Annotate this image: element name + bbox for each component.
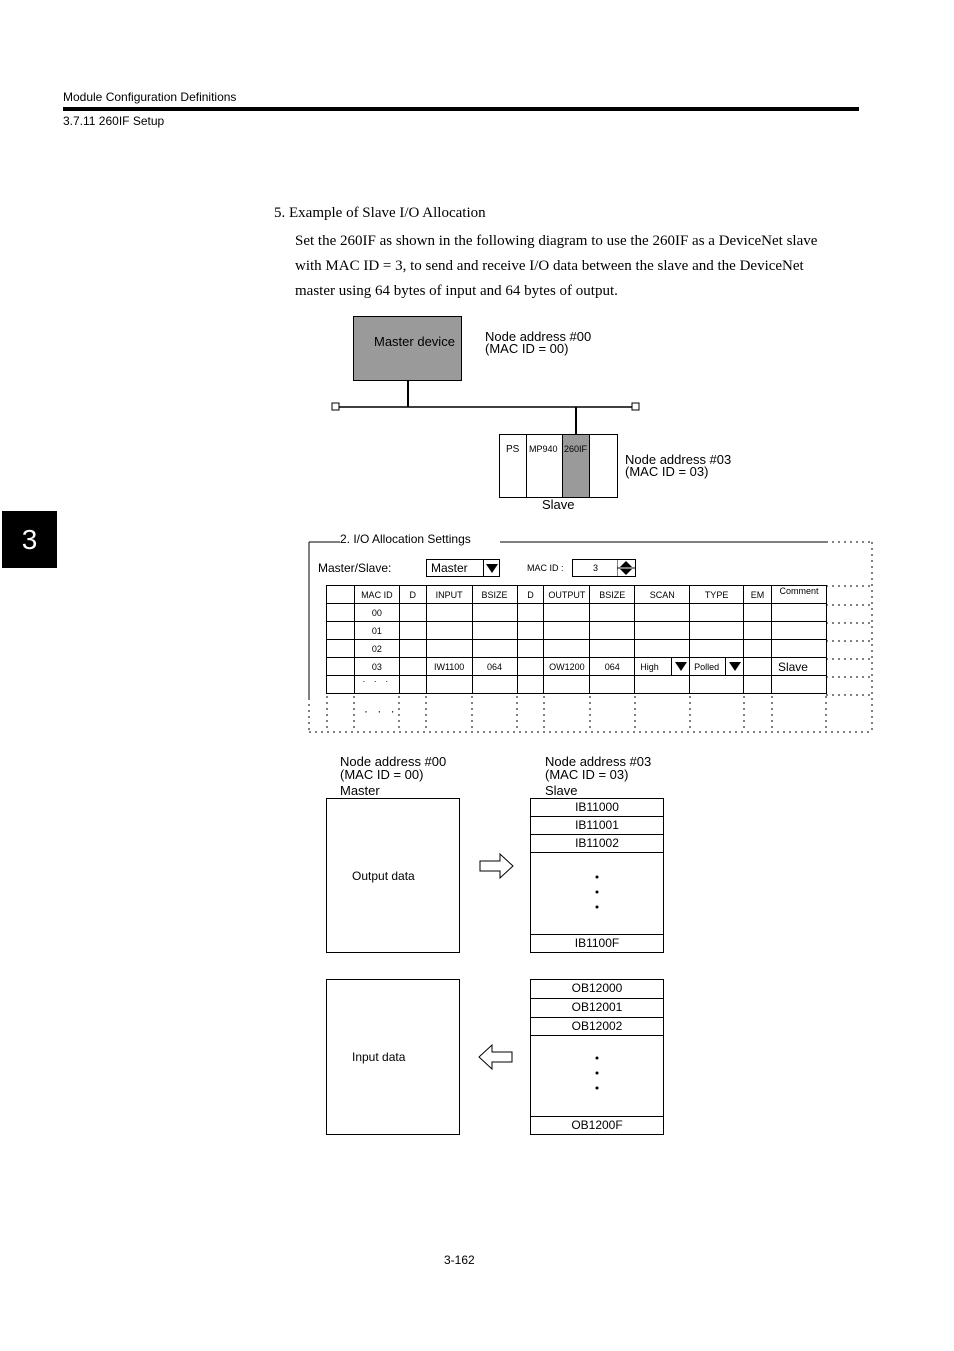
page-number: 3-162 [444,1253,475,1267]
output-cell[interactable]: OW1200 [544,658,590,676]
register-item: IB11000 [531,799,663,817]
settings-title: 2. I/O Allocation Settings [340,532,471,546]
io-slave-mac-id: (MAC ID = 03) [545,767,629,782]
master-slave-value: Master [431,561,468,575]
mac-id-label: MAC ID : [527,563,564,573]
scan-value: High [640,661,659,672]
table-row [327,676,827,694]
vertical-ellipsis-icon [593,873,601,913]
table-row[interactable] [327,658,827,676]
io-slave-node-address: Node address #03 [545,754,652,769]
ellipsis: · · · [354,676,399,694]
slot-mp940: MP940 [527,435,563,497]
subsection-title: 3.7.11 260IF Setup [63,114,165,128]
type-value: Polled [694,661,720,672]
mac-id-value: 3 [593,563,599,573]
column-header: BSIZE [472,586,517,604]
column-header: D [517,586,544,604]
column-header: TYPE [690,586,744,604]
register-item: OB1200F [531,1116,663,1134]
step-heading: 5. Example of Slave I/O Allocation [274,205,486,221]
slave-mac-id: (MAC ID = 03) [625,464,709,479]
chevron-down-icon[interactable] [483,560,500,576]
master-slave-select[interactable] [426,559,500,577]
chapter-tab-number: 3 [21,523,38,555]
master-node-address: Node address #00 [485,329,592,344]
arrow-left-icon [476,1043,514,1071]
mac-id-cell: 00 [354,604,399,622]
section-title: Module Configuration Definitions [63,90,237,104]
output-data-label: Output data [352,869,415,883]
input-data-label: Input data [352,1050,406,1064]
table-cell [327,586,355,604]
register-item: OB12002 [531,1018,663,1036]
table-row[interactable] [327,640,827,658]
io-master-mac-id: (MAC ID = 00) [340,767,424,782]
io-slave-label: Slave [545,783,578,798]
column-header: OUTPUT [544,586,590,604]
column-header: Comment [771,586,826,604]
master-slave-label: Master/Slave: [318,561,392,575]
mac-id-cell: 01 [354,622,399,640]
column-header: INPUT [426,586,472,604]
chevron-down-icon[interactable] [671,658,689,675]
ib-register-list [530,798,664,953]
slot-ps: PS [500,435,527,497]
column-header: SCAN [635,586,690,604]
master-device-label: Master device [374,334,455,349]
type-select[interactable] [690,658,744,676]
ob-register-list [530,979,664,1135]
io-master-label: Master [340,783,380,798]
mac-id-cell: 03 [354,658,399,676]
table-header-row [327,586,827,604]
mac-id-cell: 02 [354,640,399,658]
scan-select[interactable] [635,658,690,676]
step-line: master using 64 bytes of input and 64 bytes of output. [295,283,618,299]
network-lines [0,0,954,520]
column-header: EM [744,586,772,604]
register-item: OB12001 [531,999,663,1018]
register-item: IB11002 [531,835,663,853]
chevron-down-icon[interactable] [725,658,743,675]
mac-id-spinner[interactable] [572,559,636,577]
step-line: Set the 260IF as shown in the following diagram to use the 260IF as a DeviceNet slave [295,233,818,249]
slot-260if: 260IF [563,435,590,497]
ellipsis: · · · [364,704,398,718]
io-master-node-address: Node address #00 [340,754,447,769]
register-item: IB11001 [531,817,663,835]
register-item: OB12000 [531,980,663,999]
table-row[interactable] [327,622,827,640]
spinner-arrows-icon[interactable] [617,560,635,576]
comment-cell[interactable]: Slave [771,658,826,676]
register-item: IB1100F [531,934,663,952]
output-data-box [326,798,460,953]
io-allocation-table [326,585,827,694]
master-mac-id: (MAC ID = 00) [485,341,569,356]
slave-label: Slave [542,497,575,512]
slave-rack [499,434,618,498]
table-row[interactable] [327,604,827,622]
column-header: BSIZE [590,586,635,604]
bsize-in-cell[interactable]: 064 [472,658,517,676]
slave-node-address: Node address #03 [625,452,732,467]
input-cell[interactable]: IW1100 [426,658,472,676]
bsize-out-cell[interactable]: 064 [590,658,635,676]
column-header: D [399,586,426,604]
column-header: MAC ID [354,586,399,604]
vertical-ellipsis-icon [593,1054,601,1094]
arrow-right-icon [478,852,516,880]
input-data-box [326,979,460,1135]
step-line: with MAC ID = 3, to send and receive I/O data between the slave and the DeviceNet [295,258,804,274]
